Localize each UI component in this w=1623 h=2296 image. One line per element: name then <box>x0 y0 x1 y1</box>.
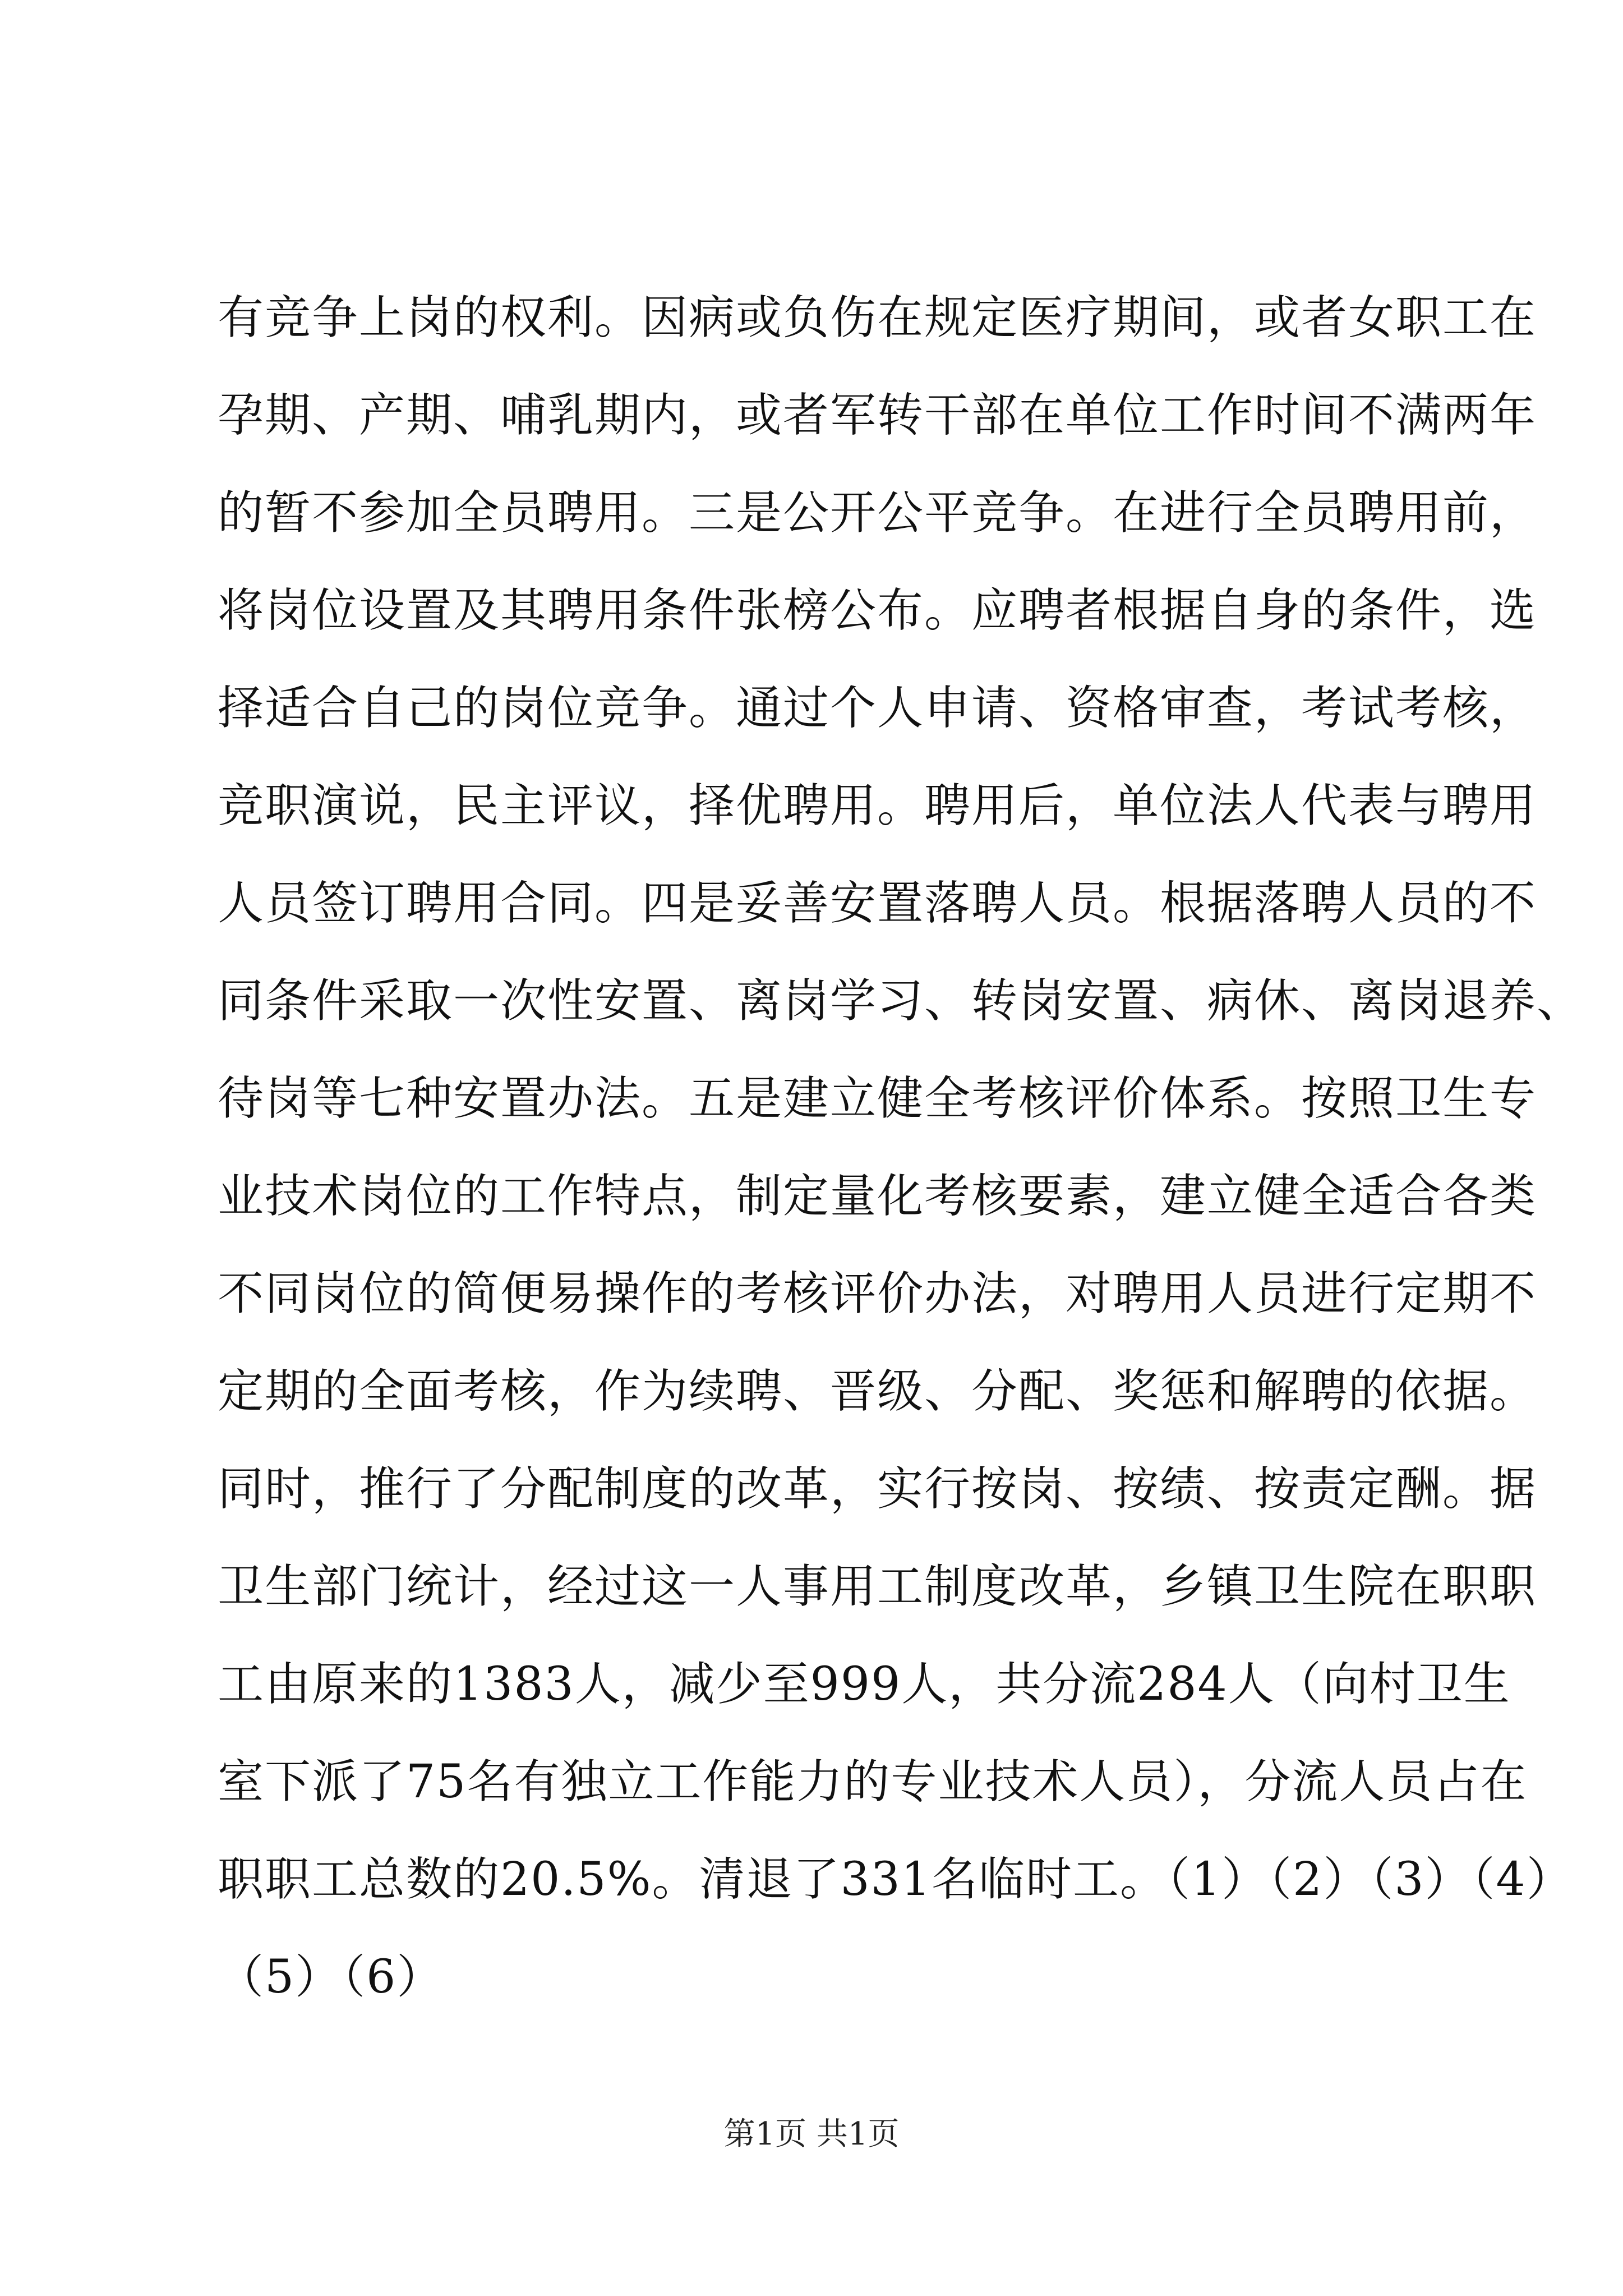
text-line-12: 定期的全面考核，作为续聘、晋级、分配、奖惩和解聘的依据。 <box>218 1365 1537 1418</box>
text-line-1: 有竞争上岗的权利。因病或负伤在规定医疗期间，或者女职工在 <box>218 291 1537 344</box>
text-line-3: 的暂不参加全员聘用。三是公开公平竞争。在进行全员聘用前， <box>218 486 1537 540</box>
body-paragraph <box>218 269 1584 2026</box>
text-line-13: 同时，推行了分配制度的改革，实行按岗、按绩、按责定酬。据 <box>218 1462 1537 1516</box>
text-line-7: 人员签订聘用合同。四是妥善安置落聘人员。根据落聘人员的不 <box>218 877 1537 930</box>
text-line-17: 职职工总数的20.5%。清退了331名临时工。（1）（2）（3）（4） <box>218 1853 1574 1906</box>
text-line-15: 工由原来的1383人，减少至999人，共分流284人（向村卫生 <box>218 1658 1511 1711</box>
text-line-4: 将岗位设置及其聘用条件张榜公布。应聘者根据自身的条件，选 <box>218 584 1537 637</box>
text-line-6: 竞职演说，民主评议，择优聘用。聘用后，单位法人代表与聘用 <box>218 779 1537 832</box>
text-line-16: 室下派了75名有独立工作能力的专业技术人员），分流人员占在 <box>218 1755 1528 1809</box>
text-line-2: 孕期、产期、哺乳期内，或者军转干部在单位工作时间不满两年 <box>218 389 1537 442</box>
text-line-9: 待岗等七种安置办法。五是建立健全考核评价体系。按照卫生专 <box>218 1072 1537 1125</box>
text-line-18: （5）（6） <box>218 1950 444 2004</box>
text-line-5: 择适合自己的岗位竞争。通过个人申请、资格审查，考试考核， <box>218 682 1537 735</box>
page-number-footer: 第1页 共1页 <box>723 2116 900 2152</box>
text-line-11: 不同岗位的简便易操作的考核评价办法，对聘用人员进行定期不 <box>218 1267 1537 1320</box>
text-line-8: 同条件采取一次性安置、离岗学习、转岗安置、病休、离岗退养、 <box>218 974 1584 1028</box>
text-line-10: 业技术岗位的工作特点，制定量化考核要素，建立健全适合各类 <box>218 1170 1537 1223</box>
text-line-14: 卫生部门统计，经过这一人事用工制度改革，乡镇卫生院在职职 <box>218 1560 1537 1613</box>
